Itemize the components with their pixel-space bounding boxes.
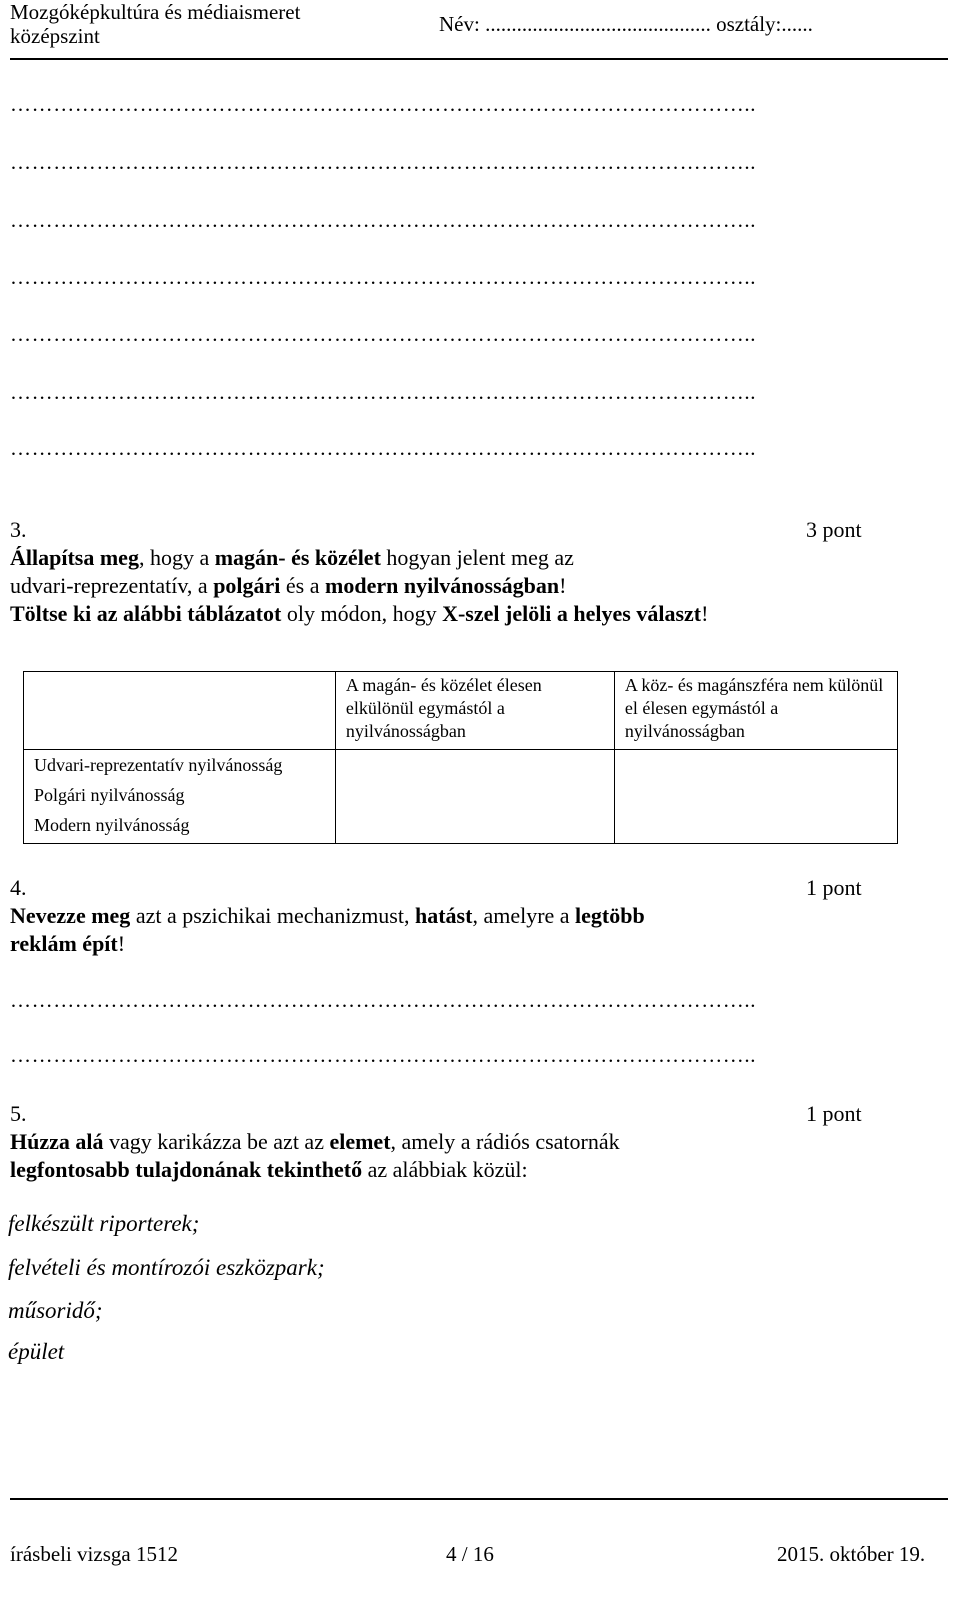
option-building[interactable]: épület <box>8 1339 65 1364</box>
option-reporters[interactable]: felkészült riporterek; <box>8 1211 200 1236</box>
row-label-civic: Polgári nyilvánosság <box>34 785 185 805</box>
answer-line: ………………………………………………………………………………………….. <box>10 1043 757 1067</box>
answer-line: ………………………………………………………………………………………….. <box>10 92 757 116</box>
name-class-field: Név: ........................................... osztály:...... <box>439 12 813 36</box>
question-5-text-line2: legfontosabb tulajdonának tekinthető az alábbiak közül: <box>10 1157 528 1182</box>
table-header-separate: A magán- és közélet élesen elkülönül egymástól a nyilvánosságban <box>335 672 614 750</box>
question-3-points: 3 pont <box>806 517 862 542</box>
footer-page-number: 4 / 16 <box>446 1542 494 1566</box>
footer-exam-id: írásbeli vizsga 1512 <box>10 1542 178 1566</box>
answer-line: ………………………………………………………………………………………….. <box>10 150 757 174</box>
question-4-points: 1 pont <box>806 875 862 900</box>
question-3-text-line2: udvari-reprezentatív, a polgári és a modern nyilvánosságban! <box>10 573 567 598</box>
row-label-court: Udvari-reprezentatív nyilvánosság <box>34 755 283 775</box>
question-4-number: 4. <box>10 875 27 900</box>
table-corner-cell <box>24 672 336 750</box>
answer-line: ………………………………………………………………………………………….. <box>10 436 757 460</box>
answer-cell-separate[interactable] <box>335 750 614 844</box>
question-3-number: 3. <box>10 517 27 542</box>
table-header-not-separate: A köz- és magánszféra nem különül el élesen egymástól a nyilvánosságban <box>614 672 897 750</box>
row-label-modern: Modern nyilvánosság <box>34 815 190 835</box>
answer-line: ………………………………………………………………………………………….. <box>10 265 757 289</box>
option-airtime[interactable]: műsoridő; <box>8 1298 103 1323</box>
question-3-text-line3: Töltse ki az alábbi táblázatot oly módon, hogy X-szel jelöli a helyes választ! <box>10 601 709 626</box>
question-5-points: 1 pont <box>806 1101 862 1126</box>
footer-date: 2015. október 19. <box>777 1542 926 1566</box>
subject-title: Mozgóképkultúra és médiaismeret <box>10 0 301 24</box>
answer-line: ………………………………………………………………………………………….. <box>10 380 757 404</box>
option-equipment[interactable]: felvételi és montírozói eszközpark; <box>8 1255 325 1280</box>
answer-table <box>23 671 898 844</box>
answer-line: ………………………………………………………………………………………….. <box>10 322 757 346</box>
header-rule <box>10 58 948 60</box>
question-5-number: 5. <box>10 1101 27 1126</box>
question-3-text-line1: Állapítsa meg, hogy a magán- és közélet hogyan jelent meg az <box>10 545 574 570</box>
question-4-text-line1: Nevezze meg azt a pszichikai mechanizmust, hatást, amelyre a legtöbb <box>10 903 645 928</box>
answer-line: ………………………………………………………………………………………….. <box>10 988 757 1012</box>
footer-rule <box>10 1498 948 1500</box>
question-5-text-line1: Húzza alá vagy karikázza be azt az elemet, amely a rádiós csatornák <box>10 1129 620 1154</box>
answer-cell-not-separate[interactable] <box>614 750 897 844</box>
answer-line: ………………………………………………………………………………………….. <box>10 208 757 232</box>
question-4-text-line2: reklám épít! <box>10 931 126 956</box>
subject-level: középszint <box>10 24 100 48</box>
table-row-labels <box>24 750 336 844</box>
